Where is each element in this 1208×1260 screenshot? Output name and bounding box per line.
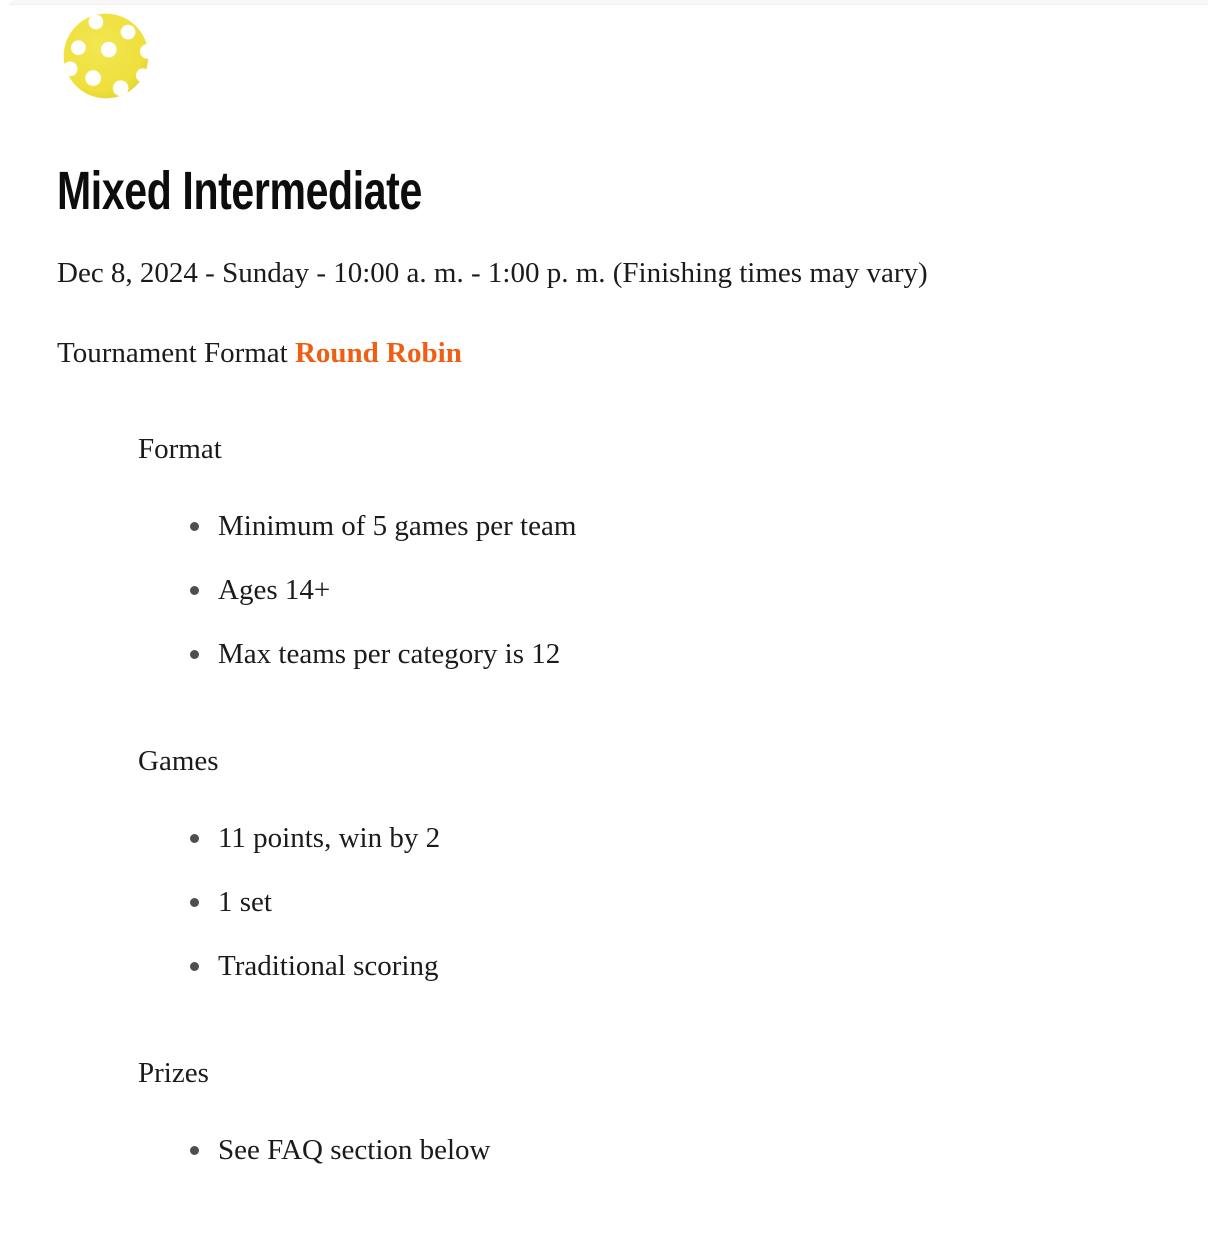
section-heading: Prizes	[138, 1057, 209, 1089]
bullet-list	[57, 494, 1148, 686]
list-item	[190, 806, 1148, 870]
bullet-list	[57, 1118, 1148, 1182]
section-heading: Games	[138, 745, 219, 777]
list-item	[190, 934, 1148, 998]
bullet-icon	[190, 586, 199, 595]
list-item-text: See FAQ section below	[218, 1134, 491, 1166]
bullet-icon	[190, 522, 199, 531]
list-item-text: Max teams per category is 12	[218, 638, 561, 670]
bullet-icon	[190, 650, 199, 659]
bullet-icon	[190, 962, 199, 971]
list-item	[190, 558, 1148, 622]
bullet-list	[57, 806, 1148, 998]
list-item-text: 1 set	[218, 886, 272, 918]
section-prizes	[57, 1054, 1148, 1182]
section-heading: Format	[138, 433, 222, 465]
list-item	[190, 494, 1148, 558]
tournament-format-line	[57, 332, 1148, 374]
section-format	[57, 430, 1148, 686]
section-games	[57, 742, 1148, 998]
bullet-icon	[190, 898, 199, 907]
pickleball-icon	[60, 10, 152, 102]
list-item-text: 11 points, win by 2	[218, 822, 441, 854]
page-title: Mixed Intermediate	[57, 161, 422, 221]
list-item-text: Traditional scoring	[218, 950, 439, 982]
list-item	[190, 1118, 1148, 1182]
list-item-text: Ages 14+	[218, 574, 331, 606]
event-schedule: Dec 8, 2024 - Sunday - 10:00 a. m. - 1:00 p. m. (Finishing times may vary)	[57, 257, 928, 289]
list-item-text: Minimum of 5 games per team	[218, 510, 577, 542]
list-item	[190, 622, 1148, 686]
tournament-format-value: Round Robin	[294, 337, 462, 369]
tournament-format-label: Tournament Format	[57, 337, 295, 369]
bullet-icon	[190, 834, 199, 843]
bullet-icon	[190, 1146, 199, 1155]
list-item	[190, 870, 1148, 934]
